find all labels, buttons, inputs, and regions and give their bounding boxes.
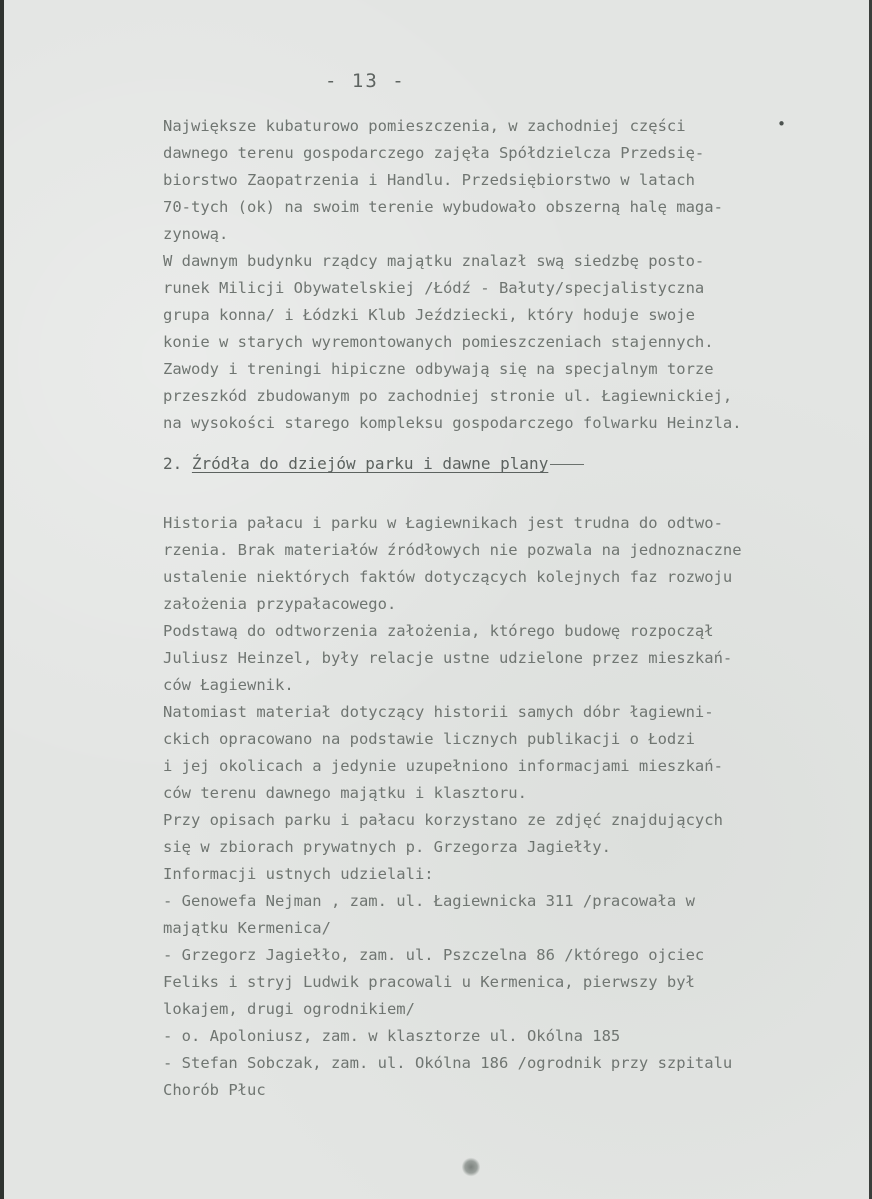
list-item-continuation: Feliks i stryj Ludwik pracowali u Kermenica, pierwszy był bbox=[163, 973, 695, 991]
text-line: 70-tych (ok) na swoim terenie wybudowało obszerną halę maga- bbox=[163, 198, 723, 216]
text-line: biorstwo Zaopatrzenia i Handlu. Przedsiębiorstwo w latach bbox=[163, 171, 695, 189]
text-line: zynową. bbox=[163, 225, 229, 243]
section-title: Źródła do dziejów parku i dawne plany bbox=[191, 454, 549, 473]
list-item: - Stefan Sobczak, zam. ul. Okólna 186 /ogrodnik przy szpitalu bbox=[163, 1054, 733, 1072]
list-item-continuation: majątku Kermenica/ bbox=[163, 919, 331, 937]
list-item: - Grzegorz Jagiełło, zam. ul. Pszczelna 86 /którego ojciec bbox=[163, 946, 705, 964]
text-line: Największe kubaturowo pomieszczenia, w zachodniej części bbox=[163, 117, 686, 135]
text-line: Zawody i treningi hipiczne odbywają się na specjalnym torze bbox=[163, 360, 714, 378]
text-line: Historia pałacu i parku w Łagiewnikach jest trudna do odtwo- bbox=[163, 514, 723, 532]
text-line: konie w starych wyremontowanych pomieszczeniach stajennych. bbox=[163, 333, 714, 351]
list-item-continuation: Chorób Płuc bbox=[163, 1081, 266, 1099]
text-line: ców terenu dawnego majątku i klasztoru. bbox=[163, 784, 527, 802]
text-line: ców Łagiewnik. bbox=[163, 676, 294, 694]
stamp-mark bbox=[462, 1157, 480, 1177]
text-line: grupa konna/ i Łódzki Klub Jeździecki, który hoduje swoje bbox=[163, 306, 695, 324]
text-line: runek Milicji Obywatelskiej /Łódź - Bałuty/specjalistyczna bbox=[163, 279, 705, 297]
text-line: i jej okolicach a jedynie uzupełniono informacjami mieszkań- bbox=[163, 757, 723, 775]
section-number: 2. bbox=[163, 454, 183, 473]
page-number: - 13 - bbox=[325, 70, 406, 92]
text-line: ckich opracowano na podstawie licznych publikacji o Łodzi bbox=[163, 730, 695, 748]
body-paragraphs bbox=[163, 510, 823, 1104]
text-line: na wysokości starego kompleksu gospodarczego folwarku Heinzla. bbox=[163, 414, 742, 432]
section-heading bbox=[163, 450, 584, 477]
heading-underline bbox=[550, 464, 584, 465]
text-line: założenia przypałacowego. bbox=[163, 595, 397, 613]
text-line: Informacji ustnych udzielali: bbox=[163, 865, 434, 883]
list-item: - o. Apoloniusz, zam. w klasztorze ul. Okólna 185 bbox=[163, 1027, 621, 1045]
text-line: ustalenie niektórych faktów dotyczących kolejnych faz rozwoju bbox=[163, 568, 733, 586]
margin-mark: • bbox=[777, 115, 787, 133]
text-line: się w zbiorach prywatnych p. Grzegorza Jagiełły. bbox=[163, 838, 611, 856]
text-line: rzenia. Brak materiałów źródłowych nie pozwala na jednoznaczne bbox=[163, 541, 742, 559]
list-item: - Genowefa Nejman , zam. ul. Łagiewnicka 311 /pracowała w bbox=[163, 892, 695, 910]
text-line: Juliusz Heinzel, były relacje ustne udzielone przez mieszkań- bbox=[163, 649, 733, 667]
text-line: dawnego terenu gospodarczego zajęła Spółdzielcza Przedsię- bbox=[163, 144, 705, 162]
text-line: Podstawą do odtworzenia założenia, którego budowę rozpoczął bbox=[163, 622, 714, 640]
scan-edge-left bbox=[0, 0, 4, 1199]
text-line: W dawnym budynku rządcy majątku znalazł swą siedzbę posto- bbox=[163, 252, 705, 270]
list-item-continuation: lokajem, drugi ogrodnikiem/ bbox=[163, 1000, 415, 1018]
text-line: Przy opisach parku i pałacu korzystano ze zdjęć znajdujących bbox=[163, 811, 723, 829]
text-line: Natomiast materiał dotyczący historii samych dóbr łagiewni- bbox=[163, 703, 714, 721]
text-line: przeszkód zbudowanym po zachodniej stronie ul. Łagiewnickiej, bbox=[163, 387, 733, 405]
intro-paragraphs bbox=[163, 113, 823, 437]
